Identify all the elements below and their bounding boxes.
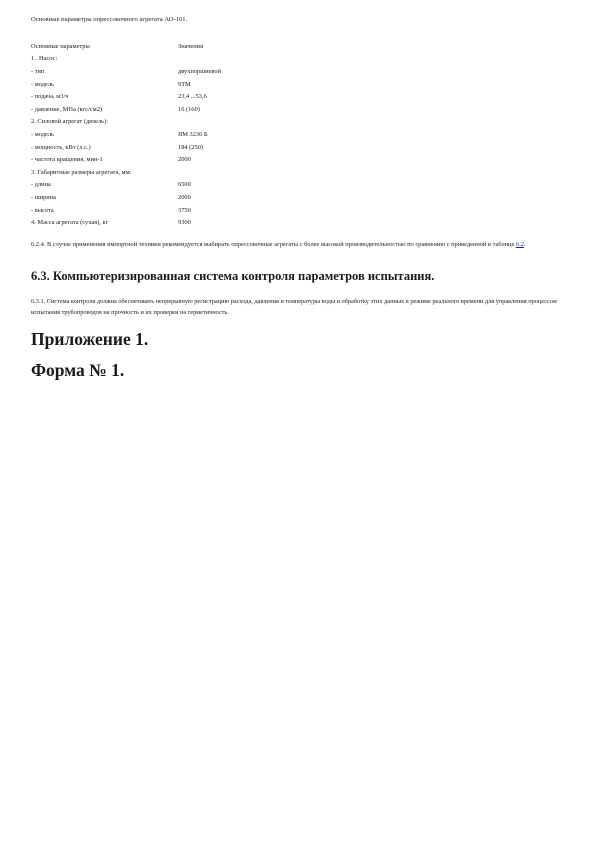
parameter-cell: - высота bbox=[31, 206, 54, 214]
table-row bbox=[31, 141, 298, 154]
table-row bbox=[31, 191, 298, 204]
parameter-cell: - модель bbox=[31, 130, 54, 138]
value-cell: 16 (160) bbox=[178, 105, 200, 113]
appendix-heading: Приложение 1. bbox=[31, 329, 149, 349]
section-heading: 6.3. Компьютеризированная система контроля параметров испытания. bbox=[31, 269, 435, 283]
parameter-cell: 3. Габаритные размеры агрегата, мм: bbox=[31, 168, 132, 176]
note-end: . bbox=[523, 241, 526, 248]
parameter-cell: - мощность, кВт (л.с.) bbox=[31, 143, 91, 151]
value-cell: 23,4 ...53,6 bbox=[178, 93, 207, 101]
value-cell: 2000 bbox=[178, 193, 191, 201]
parameter-cell: - тип bbox=[31, 67, 45, 75]
table-row bbox=[31, 179, 298, 192]
table-header-row bbox=[31, 40, 298, 53]
note-paragraph bbox=[31, 239, 571, 250]
note-text: 6.2.4. В случае применения импортной техники рекомендуется выбирать опрессовочные агрегаты с более высокой производительностью по сравнению с приведенной в таблице bbox=[31, 241, 516, 248]
parameter-cell: - ширина bbox=[31, 193, 56, 201]
value-cell bbox=[178, 166, 298, 179]
value-cell: 2000 bbox=[178, 156, 191, 164]
table-row bbox=[31, 153, 298, 166]
value-cell: 184 (250) bbox=[178, 143, 204, 151]
value-cell: 9ТМ bbox=[178, 80, 191, 88]
parameter-cell: - длина bbox=[31, 181, 51, 189]
value-cell: 3750 bbox=[178, 206, 191, 214]
header-cell-value: Значения bbox=[178, 42, 204, 50]
header-cell-parameter: Основные параметры bbox=[31, 42, 90, 50]
value-cell: двухпоршневой bbox=[178, 67, 222, 75]
table-row bbox=[31, 216, 298, 229]
parameters-table bbox=[31, 40, 298, 229]
table-caption: Основные параметры опрессовочного агрегата АО-161. bbox=[31, 16, 188, 23]
parameter-cell: - подача, м3/ч bbox=[31, 93, 69, 101]
value-cell: ЯМ 3236 Б bbox=[178, 130, 208, 138]
value-cell bbox=[178, 53, 298, 66]
parameter-cell: - частота вращения, мин-1 bbox=[31, 156, 103, 164]
form-heading: Форма № 1. bbox=[31, 360, 125, 380]
table-row bbox=[31, 65, 298, 78]
parameter-cell: 2. Силовой агрегат (дизель): bbox=[31, 118, 108, 126]
table-link[interactable]: 6.2 bbox=[515, 241, 524, 248]
table-row bbox=[31, 78, 298, 91]
table-row bbox=[31, 204, 298, 217]
value-cell: 9300 bbox=[178, 219, 191, 227]
table-row bbox=[31, 128, 298, 141]
table-row bbox=[31, 116, 298, 129]
table-row bbox=[31, 90, 298, 103]
parameter-cell: - давление, МПа (кгс/см2) bbox=[31, 105, 103, 113]
table-row bbox=[31, 53, 298, 66]
parameter-cell: 1 . Насос: bbox=[31, 55, 58, 63]
section-paragraph: 6.3.1. Система контроля должна обеспечивать непрерывную регистрацию расхода, давления и температуры воды и обработку этих данных в режиме реального времени для управления процессом испытания трубопроводов на прочность и их проверки на герметичность. bbox=[31, 298, 557, 316]
parameter-cell: - модель bbox=[31, 80, 54, 88]
table-row bbox=[31, 166, 298, 179]
parameter-cell: 4. Масса агрегата (сухая), кг bbox=[31, 219, 109, 227]
table-row bbox=[31, 103, 298, 116]
value-cell bbox=[178, 116, 298, 129]
value-cell: 6500 bbox=[178, 181, 191, 189]
